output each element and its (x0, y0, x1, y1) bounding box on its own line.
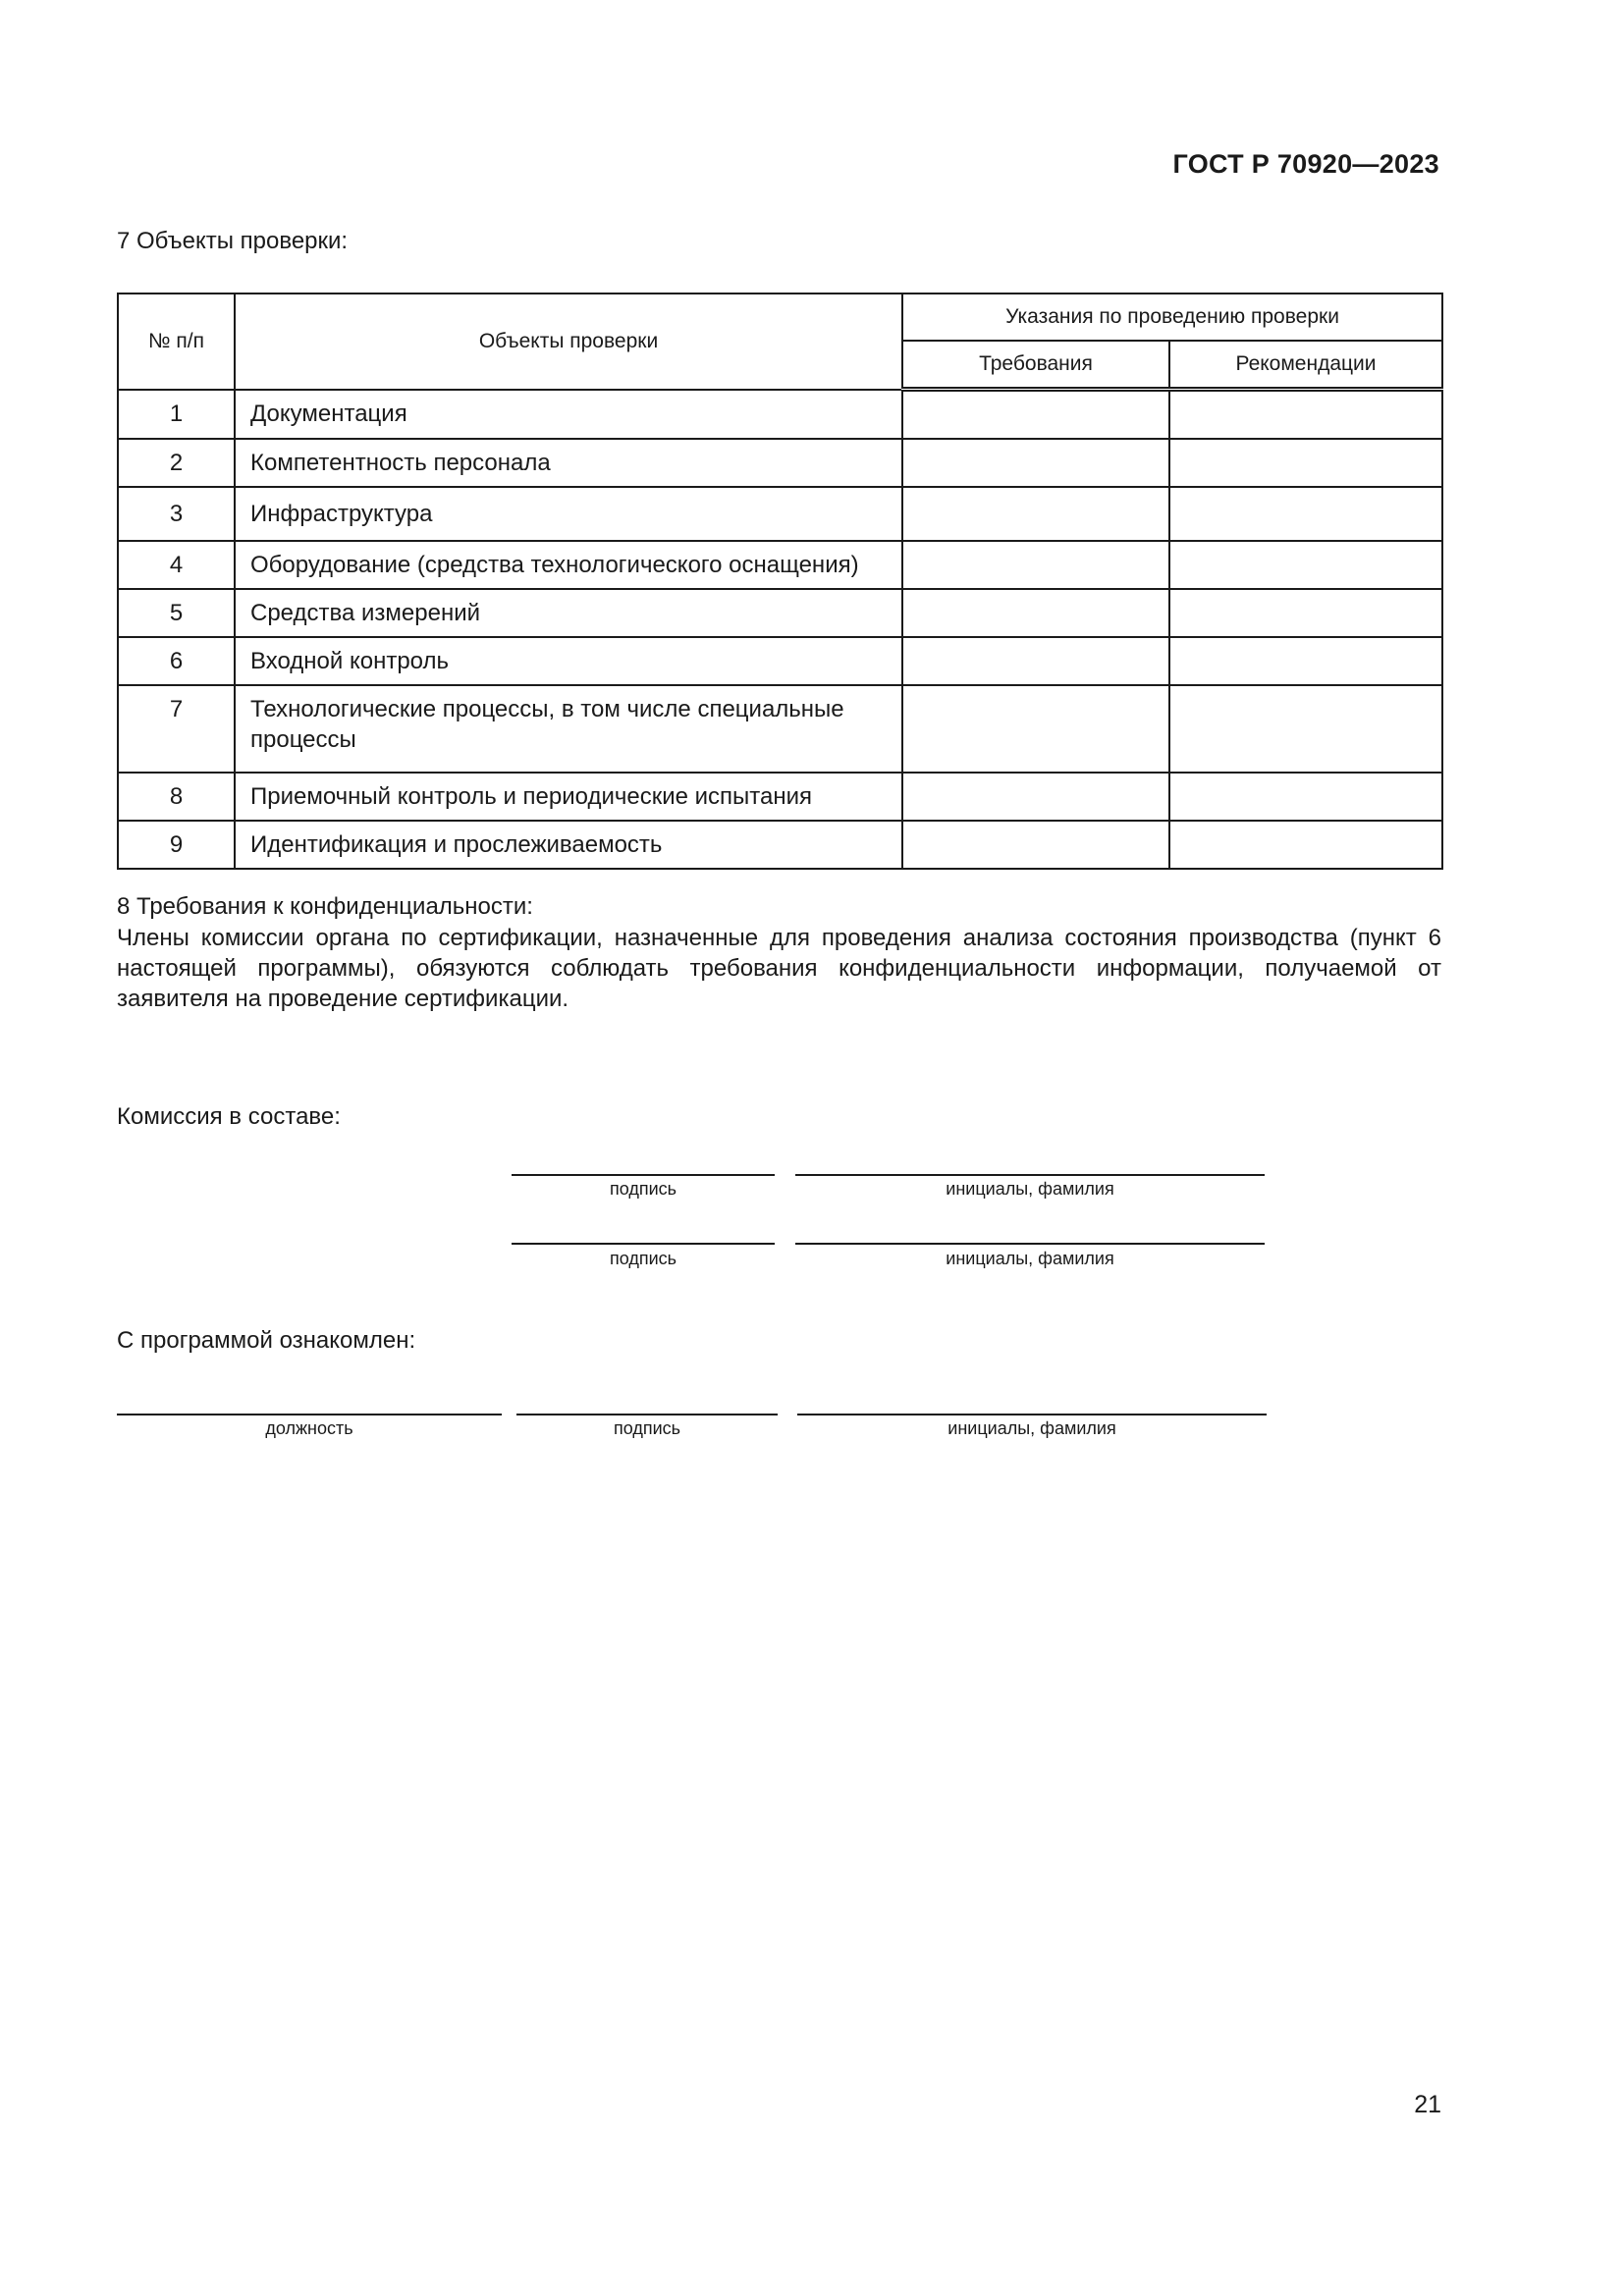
signature-line (512, 1174, 775, 1176)
document-code: ГОСТ Р 70920—2023 (1172, 149, 1439, 179)
row-recommendations-cell (1169, 541, 1442, 589)
header-guidance: Указания по проведению проверки (902, 294, 1442, 341)
row-recommendations-cell (1169, 390, 1442, 440)
table-row (118, 487, 1442, 541)
row-requirements-cell (902, 487, 1169, 541)
table-row (118, 821, 1442, 869)
section-8-title: 8 Требования к конфиденциальности: (117, 893, 533, 920)
row-object: Инфраструктура (235, 487, 902, 541)
row-requirements-cell (902, 589, 1169, 637)
header-recommendations: Рекомендации (1169, 341, 1442, 390)
row-number: 3 (118, 487, 235, 541)
signature-caption: подпись (609, 1179, 677, 1199)
row-requirements-cell (902, 821, 1169, 869)
row-object: Компетентность персонала (235, 439, 902, 487)
name-caption: инициалы, фамилия (946, 1179, 1114, 1199)
row-number: 2 (118, 439, 235, 487)
row-requirements-cell (902, 390, 1169, 440)
row-object: Документация (235, 390, 902, 440)
row-number: 4 (118, 541, 235, 589)
name-caption: инициалы, фамилия (947, 1418, 1116, 1438)
position-line (117, 1414, 502, 1415)
page-number: 21 (1414, 2091, 1441, 2118)
section-7-title: 7 Объекты проверки: (117, 228, 349, 254)
row-recommendations-cell (1169, 637, 1442, 685)
signature-line (516, 1414, 778, 1415)
commission-label: Комиссия в составе: (117, 1103, 341, 1130)
table-row (118, 439, 1442, 487)
row-recommendations-cell (1169, 589, 1442, 637)
name-line (795, 1174, 1265, 1176)
row-object: Приемочный контроль и периодические испытания (235, 773, 902, 821)
header-requirements: Требования (902, 341, 1169, 390)
row-recommendations-cell (1169, 685, 1442, 773)
row-object: Средства измерений (235, 589, 902, 637)
row-recommendations-cell (1169, 487, 1442, 541)
inspection-objects-table (117, 293, 1443, 870)
position-caption: должность (265, 1418, 353, 1438)
row-requirements-cell (902, 773, 1169, 821)
signature-caption: подпись (609, 1249, 677, 1268)
name-line (795, 1243, 1265, 1245)
row-recommendations-cell (1169, 821, 1442, 869)
table-row (118, 390, 1442, 440)
row-object: Оборудование (средства технологического оснащения) (235, 541, 902, 589)
table-row (118, 773, 1442, 821)
table-row (118, 685, 1442, 773)
row-recommendations-cell (1169, 439, 1442, 487)
name-line (797, 1414, 1267, 1415)
confidentiality-text: Члены комиссии органа по сертификации, назначенные для проведения анализа состояния производства (пункт 6 настоящей программы), обязуются соблюдать требования конфиденциальности информации, получаемой от заявителя на проведение сертификации. (117, 925, 1441, 1012)
row-number: 6 (118, 637, 235, 685)
row-recommendations-cell (1169, 773, 1442, 821)
row-requirements-cell (902, 541, 1169, 589)
signature-caption: подпись (613, 1418, 681, 1438)
row-number: 5 (118, 589, 235, 637)
table-row (118, 589, 1442, 637)
row-number: 9 (118, 821, 235, 869)
row-requirements-cell (902, 685, 1169, 773)
header-objects: Объекты проверки (235, 294, 902, 390)
row-requirements-cell (902, 439, 1169, 487)
table-row (118, 637, 1442, 685)
row-object: Входной контроль (235, 637, 902, 685)
table-row (118, 541, 1442, 589)
row-number: 1 (118, 390, 235, 440)
header-num: № п/п (118, 294, 235, 390)
acknowledged-label: С программой ознакомлен: (117, 1327, 416, 1354)
row-requirements-cell (902, 637, 1169, 685)
row-number: 8 (118, 773, 235, 821)
row-object: Технологические процессы, в том числе специальные процессы (235, 685, 902, 773)
name-caption: инициалы, фамилия (946, 1249, 1114, 1268)
signature-line (512, 1243, 775, 1245)
row-number: 7 (118, 685, 235, 773)
row-object: Идентификация и прослеживаемость (235, 821, 902, 869)
